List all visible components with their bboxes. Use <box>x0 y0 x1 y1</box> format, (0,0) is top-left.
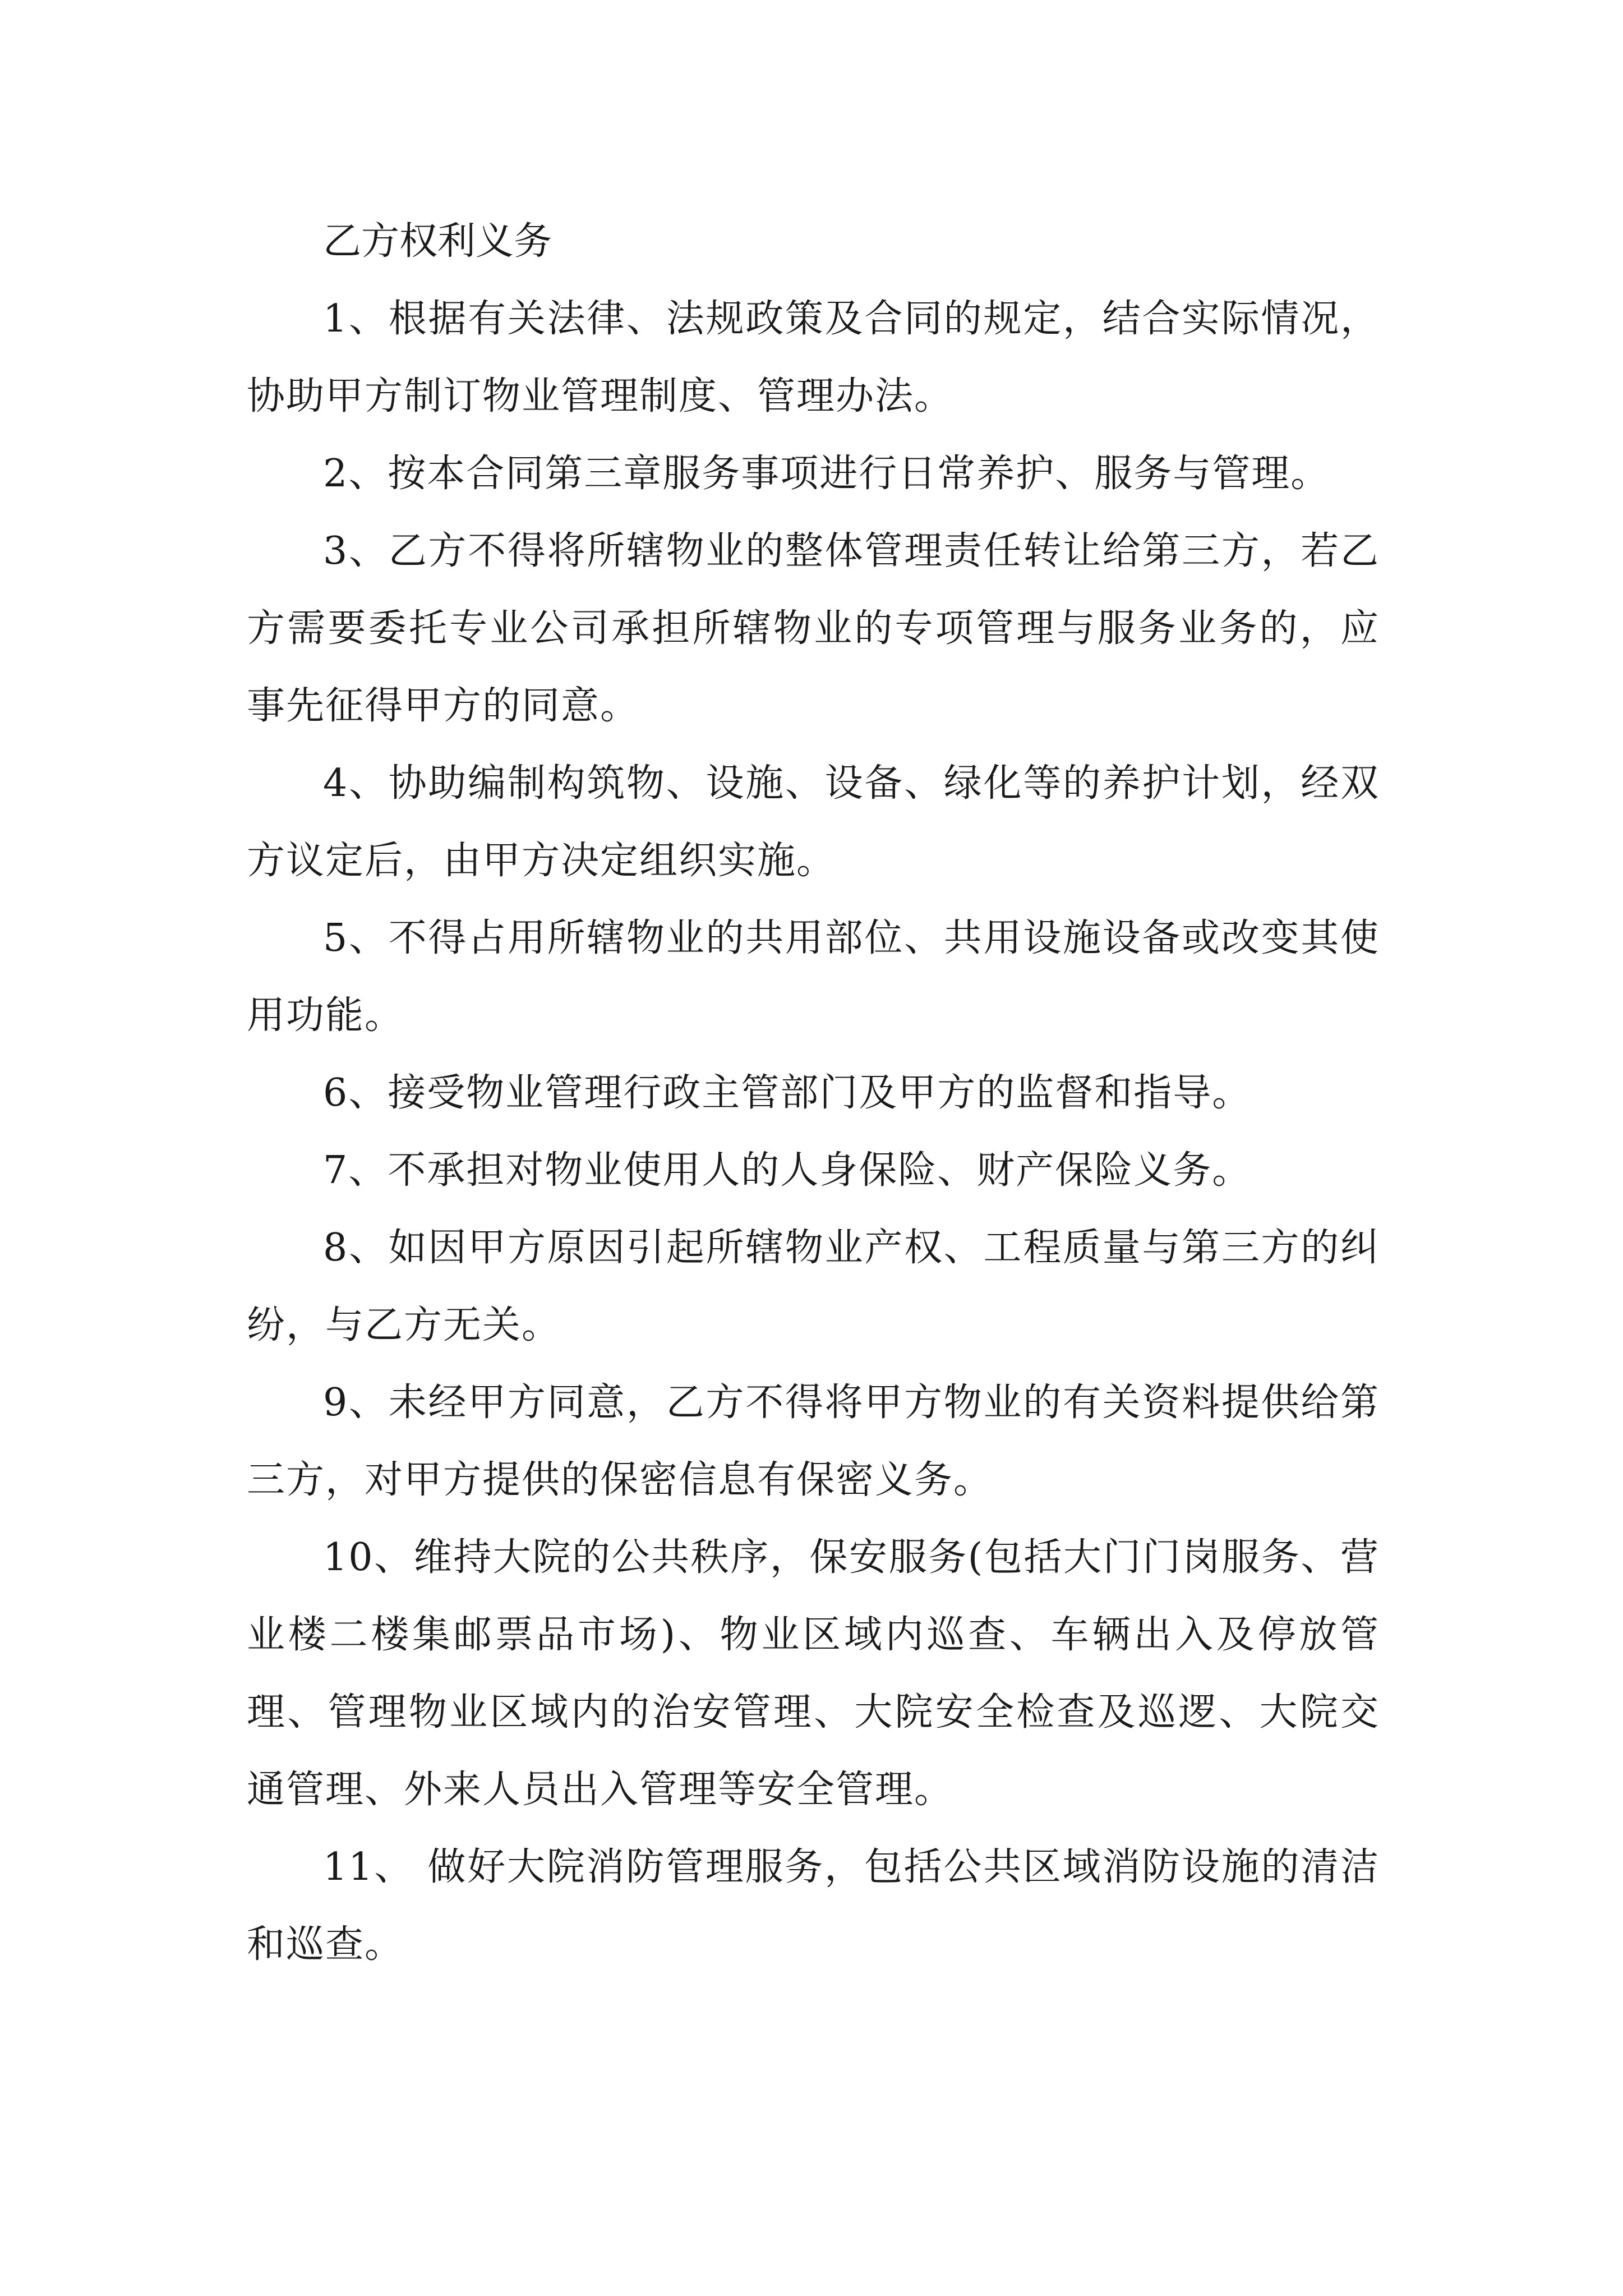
clause-10: 10、维持大院的公共秩序，保安服务(包括大门门岗服务、营业楼二楼集邮票品市场)、物业区域内巡查、车辆出入及停放管理、管理物业区域内的治安管理、大院安全检查及巡逻、大院交通管理、外来人员出入管理等安全管理。 <box>247 1535 1380 1812</box>
section-heading: 乙方权利义务 <box>323 219 552 264</box>
clause-11: 11、 做好大院消防管理服务，包括公共区域消防设施的清洁和巡查。 <box>247 1845 1380 1967</box>
clause-7: 7、不承担对物业使用人的人身保险、财产保险义务。 <box>323 1148 1252 1193</box>
clause-8: 8、如因甲方原因引起所辖物业产权、工程质量与第三方的纠纷，与乙方无关。 <box>247 1226 1380 1347</box>
clause-2: 2、按本合同第三章服务事项进行日常养护、服务与管理。 <box>323 452 1330 496</box>
clause-3: 3、乙方不得将所辖物业的整体管理责任转让给第三方，若乙方需要委托专业公司承担所辖物业的专项管理与服务业务的，应事先征得甲方的同意。 <box>247 529 1380 728</box>
clause-4: 4、协助编制构筑物、设施、设备、绿化等的养护计划，经双方议定后，由甲方决定组织实施。 <box>247 761 1380 883</box>
document-body <box>247 203 1380 1984</box>
clause-9: 9、未经甲方同意，乙方不得将甲方物业的有关资料提供给第三方，对甲方提供的保密信息有保密义务。 <box>247 1381 1380 1502</box>
clause-6: 6、接受物业管理行政主管部门及甲方的监督和指导。 <box>323 1071 1252 1115</box>
clause-1: 1、根据有关法律、法规政策及合同的规定，结合实际情况，协助甲方制订物业管理制度、管理办法。 <box>247 297 1380 418</box>
clause-5: 5、不得占用所辖物业的共用部位、共用设施设备或改变其使用功能。 <box>247 916 1380 1038</box>
